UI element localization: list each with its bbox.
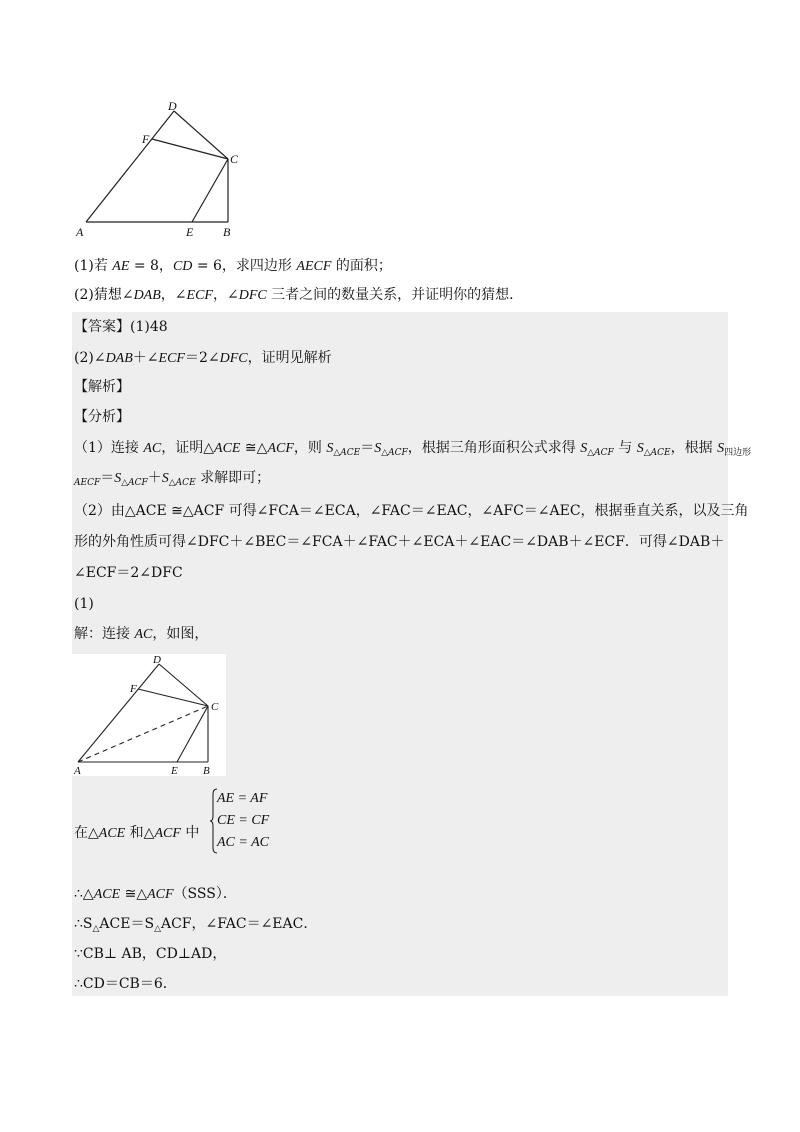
- solution-part-label: (1): [74, 596, 94, 612]
- equation-row-1: AE = AF: [217, 791, 268, 806]
- label-b: B: [203, 765, 210, 776]
- label-e: E: [171, 765, 178, 776]
- label-c: C: [230, 152, 239, 166]
- segment-ec: [192, 159, 228, 222]
- step-area-equal: $\therefore S_\triangle ACE=S_\triangle ACF$，∠FAC＝∠EAC．: [74, 916, 318, 934]
- segment-ad: [86, 111, 174, 222]
- analysis-p1-line1: （1）连接 AC，证明△ACE ≅△ACF，则 $S_{\triangle ACE}=S_{\triangle ACF}$，根据三角形面积公式求得 $S_{\triangle ACF}$ 与 $S_{\triangle ACE}$，根据 $S_{四边形}$: [74, 440, 752, 458]
- jiexi-heading: 【解析】: [74, 379, 130, 395]
- label-d: D: [168, 99, 177, 113]
- solution-intro: 解：连接 AC，如图，: [74, 626, 209, 642]
- question-1: (1)若 AE = 8，CD = 6，求四边形 AECF 的面积；: [74, 258, 392, 274]
- step-perpendicular: ∵CB⊥ AB，CD⊥AD，: [74, 946, 227, 962]
- equation-row-2: CE = CF: [217, 813, 270, 828]
- step-congruence: ∴△ACE ≅△ACF（SSS）．: [74, 886, 237, 902]
- analysis-p1-line2: $_{AECF}=S_{\triangle ACF}+S_{\triangle ACE}$ 求解即可；: [74, 470, 271, 488]
- label-a: A: [76, 225, 84, 239]
- answer-line-1: 【答案】(1)48: [74, 319, 168, 335]
- answer-line-2: (2)∠DAB＋∠ECF＝2∠DFC，证明见解析: [74, 350, 332, 366]
- label-c: C: [211, 701, 219, 713]
- equation-row-3: AC = AC: [217, 835, 269, 850]
- label-b: B: [223, 225, 231, 239]
- label-d: D: [153, 654, 161, 666]
- label-f: F: [130, 683, 137, 695]
- label-a: A: [74, 765, 81, 776]
- question-2: (2)猜想∠DAB，∠ECF，∠DFC 三者之间的数量关系，并证明你的猜想．: [74, 287, 524, 303]
- analysis-p2-line2: 形的外角性质可得∠DFC＋∠BEC＝∠FCA＋∠FAC＋∠ECA＋∠EAC＝∠DAB＋∠ECF．可得∠DAB＋: [74, 534, 725, 550]
- analysis-p2-line3: ∠ECF＝2∠DFC: [74, 565, 183, 581]
- label-f: F: [142, 132, 150, 146]
- geometry-figure-2: [72, 654, 226, 776]
- fenxi-heading: 【分析】: [74, 409, 130, 425]
- analysis-p2-line1: （2）由△ACE ≅△ACF 可得∠FCA＝∠ECA，∠FAC＝∠EAC，∠AFC＝∠AEC，根据垂直关系，以及三角: [74, 503, 749, 519]
- geometry-figure-1: [72, 98, 252, 240]
- equation-system: [210, 788, 280, 856]
- triangle-intro: 在△ACE 和△ACF 中: [74, 825, 200, 841]
- label-e: E: [186, 225, 194, 239]
- step-cd-cb: ∴CD＝CB＝6．: [74, 976, 177, 992]
